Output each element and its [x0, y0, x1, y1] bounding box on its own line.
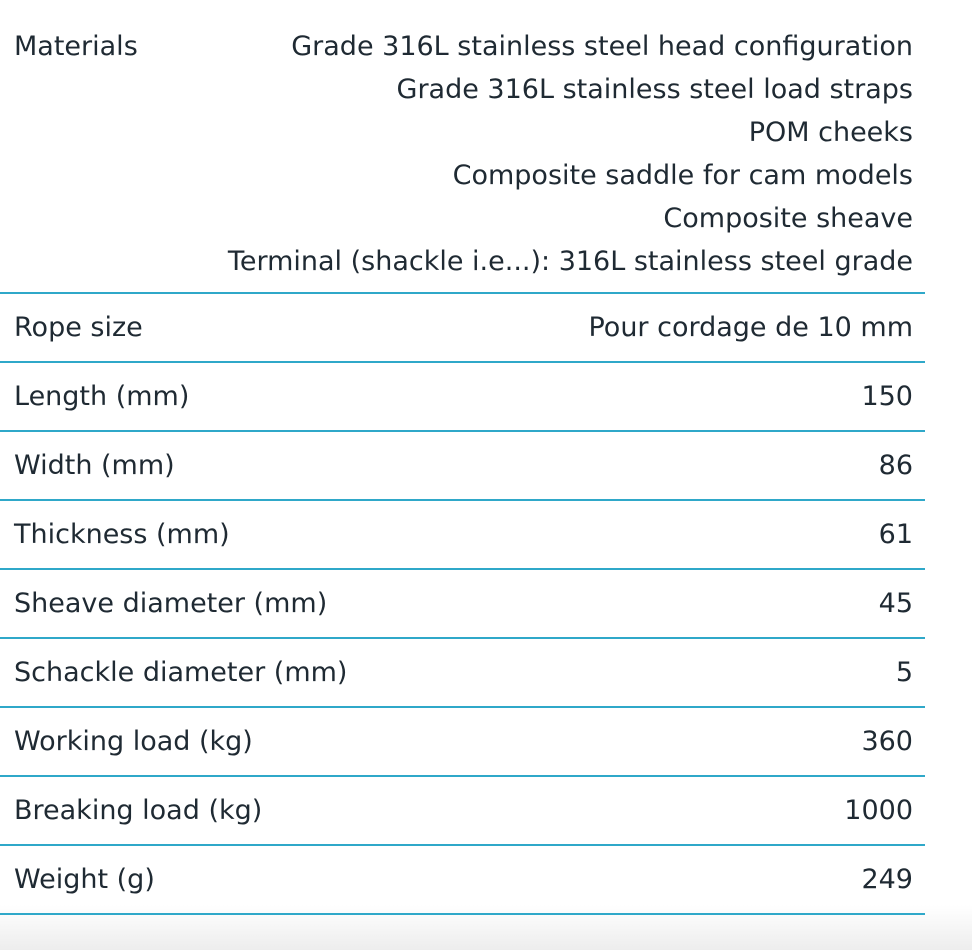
spec-row-schackle-diameter — [0, 639, 925, 708]
materials-value: Grade 316L stainless steel load straps — [396, 74, 913, 105]
spec-value: 360 — [861, 725, 913, 757]
spec-value: 86 — [878, 449, 913, 481]
spec-row-rope-size — [0, 294, 925, 363]
spec-value: 249 — [861, 863, 913, 895]
spec-label: Rope size — [14, 311, 143, 343]
spec-value: 5 — [895, 656, 913, 688]
materials-value-list — [228, 25, 913, 283]
spec-label: Weight (g) — [14, 863, 155, 895]
spec-value: 61 — [878, 518, 913, 550]
spec-label: Thickness (mm) — [14, 518, 230, 550]
spec-value: 1000 — [844, 794, 913, 826]
spec-row-breaking-load — [0, 777, 925, 846]
spec-label: Sheave diameter (mm) — [14, 587, 328, 619]
spec-row-materials — [0, 0, 925, 294]
spec-label: Width (mm) — [14, 449, 175, 481]
spec-value: Pour cordage de 10 mm — [588, 311, 913, 343]
spec-row-sheave-diameter — [0, 570, 925, 639]
spec-label: Length (mm) — [14, 380, 190, 412]
spec-row-width — [0, 432, 925, 501]
spec-row-thickness — [0, 501, 925, 570]
spec-label: Working load (kg) — [14, 725, 253, 757]
spec-label: Schackle diameter (mm) — [14, 656, 348, 688]
materials-value: Terminal (shackle i.e...): 316L stainless steel grade — [227, 246, 913, 277]
materials-value: Composite saddle for cam models — [452, 160, 913, 191]
materials-value: Composite sheave — [663, 203, 913, 234]
spec-row-working-load — [0, 708, 925, 777]
spec-label: Breaking load (kg) — [14, 794, 263, 826]
spec-row-length — [0, 363, 925, 432]
spec-label: Materials — [14, 31, 138, 62]
spec-value: 150 — [861, 380, 913, 412]
materials-value: POM cheeks — [748, 117, 913, 148]
spec-row-weight — [0, 846, 925, 915]
materials-value: Grade 316L stainless steel head configuration — [291, 31, 913, 62]
spec-value: 45 — [878, 587, 913, 619]
